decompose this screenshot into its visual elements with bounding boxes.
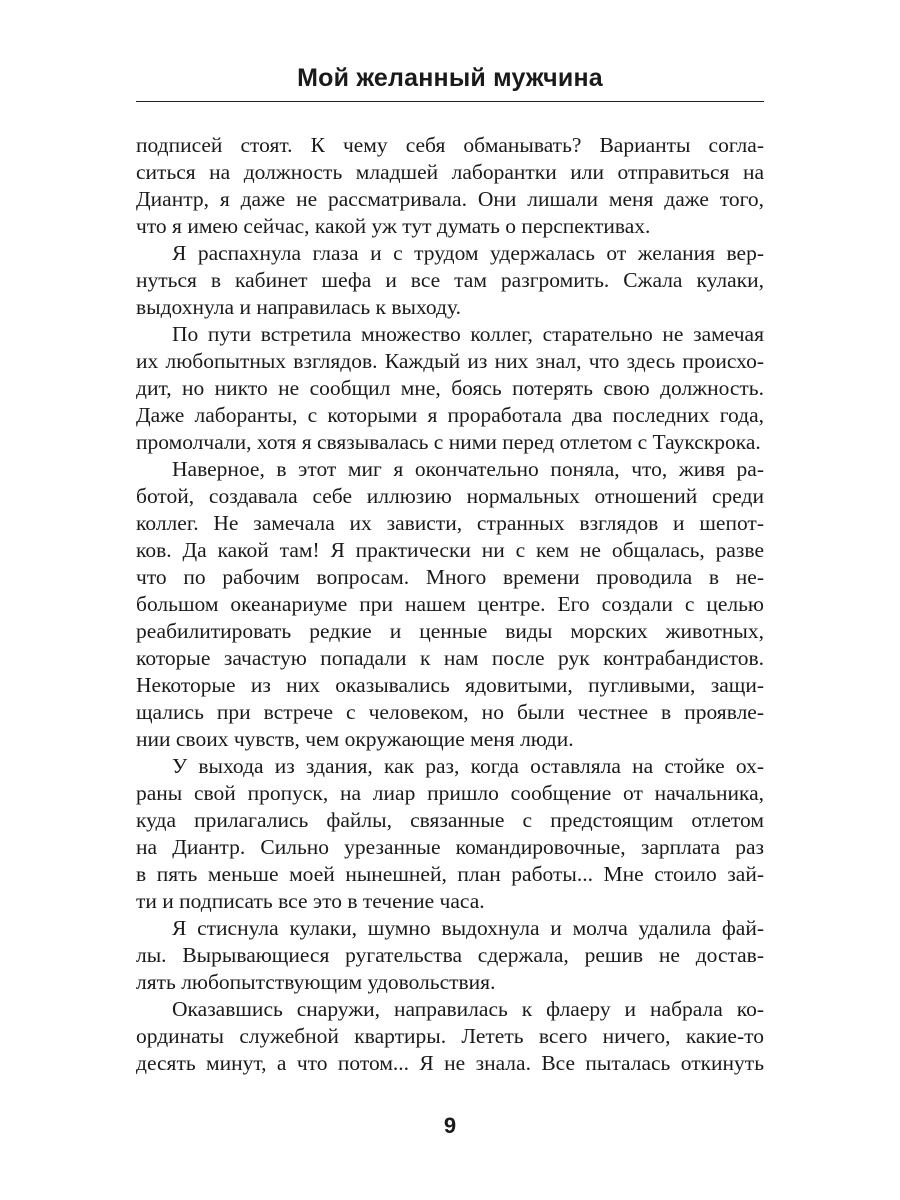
text-line: что я имею сейчас, какой уж тут думать о перспективах. [136,214,651,238]
header-rule [136,101,764,102]
text-line: Я распахнула глаза и с трудом удержалась от желания вер- [172,241,764,265]
text-line: Наверное, в этот миг я окончательно поняла, что, живя ра- [172,457,764,481]
text-line: десять минут, а что потом... Я не знала. Все пыталась откинуть [136,1051,764,1075]
text-line: раны свой пропуск, на лиар пришло сообщение от начальника, [136,781,764,805]
text-line: промолчали, хотя я связывалась с ними перед отлетом с Таукскрока. [136,430,761,454]
text-line: ботой, создавала себе иллюзию нормальных отношений среди [136,484,764,508]
text-line: Даже лаборанты, с которыми я проработала два последних года, [136,403,764,427]
text-line: Некоторые из них оказывались ядовитыми, пугливыми, защи- [136,673,764,697]
text-line: выдохнула и направилась к выходу. [136,295,461,319]
text-line: их любопытных взглядов. Каждый из них знал, что здесь происхо- [136,349,764,373]
text-line: что по рабочим вопросам. Много времени проводила в не- [136,565,764,589]
running-head-title: Мой желанный мужчина [297,64,603,92]
text-line: на Диантр. Сильно урезанные командировочные, зарплата раз [136,835,764,859]
text-line: Диантр, я даже не рассматривала. Они лишали меня даже того, [136,187,764,211]
text-line: нуться в кабинет шефа и все там разгромить. Сжала кулаки, [136,268,764,292]
text-line: большом океанариуме при нашем центре. Его создали с целью [136,592,764,616]
text-line: Оказавшись снаружи, направилась к флаеру и набрала ко- [172,997,764,1021]
text-line: лять любопытствующим удовольствия. [136,970,496,994]
text-line: ординаты служебной квартиры. Лететь всего ничего, какие-то [136,1024,764,1048]
text-line: в пять меньше моей нынешней, план работы... Мне стоило зай- [136,862,764,886]
text-line: Я стиснула кулаки, шумно выдохнула и молча удалила фай- [172,916,764,940]
text-line: По пути встретила множество коллег, старательно не замечая [172,322,764,346]
text-line: ков. Да какой там! Я практически ни с кем не общалась, разве [136,538,764,562]
body-text [136,132,764,1077]
text-line: нии своих чувств, чем окружающие меня люди. [136,727,574,751]
text-line: реабилитировать редкие и ценные виды морских животных, [136,619,764,643]
text-line: куда прилагались файлы, связанные с предстоящим отлетом [136,808,764,832]
text-line: ти и подписать все это в течение часа. [136,889,485,913]
text-line: подписей стоят. К чему себя обманывать? Варианты согла- [136,133,764,157]
text-line: дит, но никто не сообщил мне, боясь потерять свою должность. [136,376,764,400]
text-line: лы. Вырывающиеся ругательства сдержала, решив не достав- [136,943,764,967]
page-number: 9 [443,1113,457,1138]
text-line: ситься на должность младшей лаборантки или отправиться на [136,160,764,184]
text-line: коллег. Не замечала их зависти, странных взглядов и шепот- [136,511,764,535]
text-line: которые зачастую попадали к нам после рук контрабандистов. [136,646,764,670]
text-line: У выхода из здания, как раз, когда оставляла на стойке ох- [172,754,764,778]
text-line: щались при встрече с человеком, но были честнее в проявле- [136,700,764,724]
